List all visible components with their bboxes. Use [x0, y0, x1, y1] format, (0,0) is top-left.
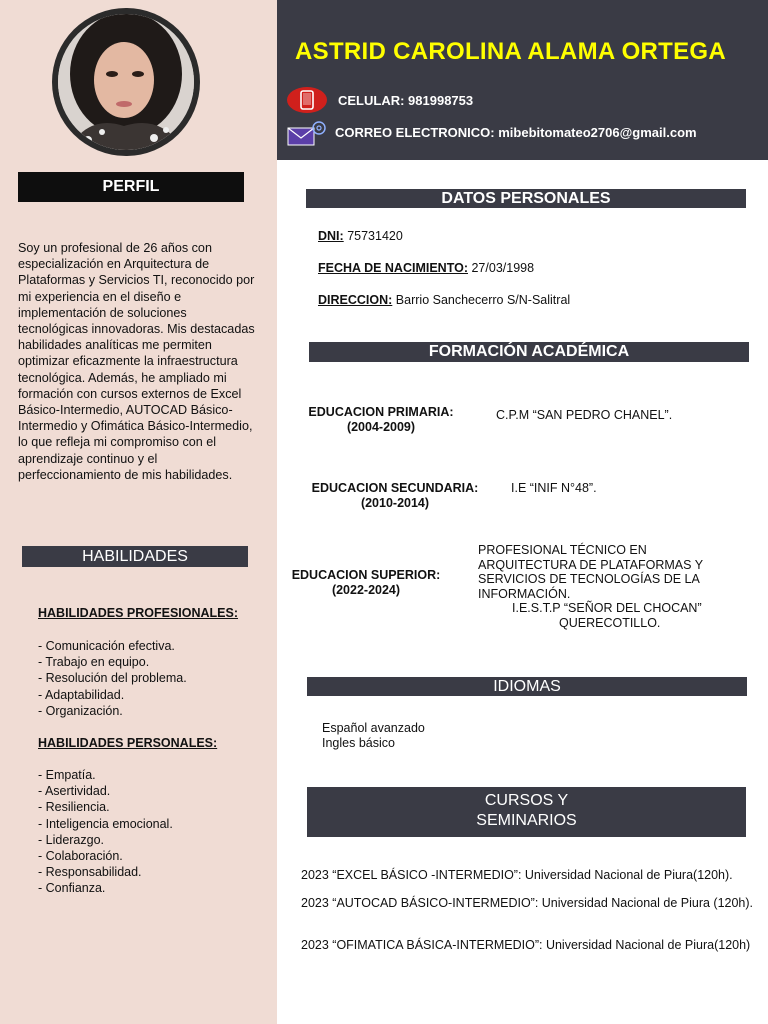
profile-text: Soy un profesional de 26 años con especialización en Arquitectura de Plataformas y Servicios TI, reconocido por mi experiencia en el diseño e implementación de soluciones tecnológicas innovadoras. Mis destacadas habilidades analíticas me permiten optimizar eficazmente la infraestructura tecnológica. Además, he ampliado mi formación con cursos externos de Excel Básico-Intermedio, AUTOCAD Básico-Intermedio y Ofimática Básico-Intermedio, lo que refleja mi compromiso con el aprendizaje continuo y el perfeccionamiento de mis habilidades.: [18, 241, 255, 482]
birthdate-label: FECHA DE NACIMIENTO:: [318, 261, 468, 275]
profile-photo: [58, 14, 194, 150]
superior-line: PROFESIONAL TÉCNICO EN: [478, 543, 647, 557]
secondary-education-label: [302, 481, 488, 511]
superior-line: SERVICIOS DE TECNOLOGÍAS DE LA: [478, 572, 700, 586]
professional-skills-list: [38, 638, 187, 719]
avatar: [52, 8, 200, 156]
personal-data-title: DATOS PERSONALES: [441, 190, 611, 207]
professional-skills-title: HABILIDADES PROFESIONALES:: [38, 606, 239, 620]
email-address: CORREO ELECTRONICO: mibebitomateo2706@gmail.com: [335, 125, 697, 140]
secondary-school: I.E “INIF N°48”.: [511, 481, 597, 495]
list-item: - Responsabilidad.: [38, 865, 142, 880]
primary-years: (2004-2009): [346, 420, 416, 434]
superior-education-label: [285, 568, 447, 598]
dni-field: [318, 229, 403, 243]
dni-value: 75731420: [347, 229, 403, 243]
list-item: - Asertividad.: [38, 784, 111, 799]
superior-line: INFORMACIÓN.: [478, 586, 571, 601]
superior-years: (2022-2024): [331, 583, 401, 597]
list-item: Ingles básico: [322, 735, 395, 750]
list-item: - Colaboración.: [38, 849, 123, 864]
birthdate-value: 27/03/1998: [471, 261, 535, 275]
profile-heading: [18, 172, 244, 202]
superior-line: ARQUITECTURA DE PLATAFORMAS Y: [478, 557, 704, 572]
email-icon: [286, 120, 328, 153]
personal-skills-title: HABILIDADES PERSONALES:: [38, 736, 218, 750]
primary-school: C.P.M “SAN PEDRO CHANEL”.: [496, 408, 673, 422]
list-item: - Resiliencia.: [38, 800, 110, 815]
skills-heading: [22, 546, 248, 567]
education-heading: [309, 342, 749, 362]
list-item: - Empatía.: [38, 768, 96, 782]
dni-label: DNI:: [318, 229, 344, 243]
phone-icon: [286, 86, 328, 119]
address-value: Barrio Sanchecerro S/N-Salitral: [395, 293, 571, 307]
list-item: - Adaptabilidad.: [38, 687, 125, 702]
course-item: 2023 “EXCEL BÁSICO -INTERMEDIO”: Universidad Nacional de Piura(120h).: [301, 868, 733, 882]
superior-label-text: EDUCACION SUPERIOR:: [291, 568, 441, 582]
full-name: ASTRID CAROLINA ALAMA ORTEGA: [295, 38, 727, 65]
superior-school: [478, 543, 748, 630]
birthdate-field: [318, 261, 534, 275]
list-item: - Organización.: [38, 703, 123, 718]
languages-heading: [307, 677, 747, 696]
languages-title: IDIOMAS: [493, 678, 561, 695]
course-item: 2023 “OFIMATICA BÁSICA-INTERMEDIO”: Universidad Nacional de Piura(120h): [301, 938, 751, 952]
course-item: 2023 “AUTOCAD BÁSICO-INTERMEDIO”: Universidad Nacional de Piura (120h).: [301, 896, 754, 910]
profile-title: PERFIL: [102, 178, 160, 195]
courses-title-line2: SEMINARIOS: [476, 812, 577, 829]
secondary-years: (2010-2014): [360, 496, 430, 510]
list-item: - Comunicación efectiva.: [38, 639, 175, 653]
courses-heading: [307, 787, 746, 837]
address-field: [318, 293, 570, 307]
skills-title: HABILIDADES: [82, 548, 188, 565]
list-item: - Confianza.: [38, 881, 106, 896]
phone-number: CELULAR: 981998753: [338, 93, 474, 108]
primary-label-text: EDUCACION PRIMARIA:: [308, 405, 454, 419]
list-item: Español avanzado: [322, 721, 425, 735]
list-item: - Resolución del problema.: [38, 671, 187, 686]
education-title: FORMACIÓN ACADÉMICA: [428, 343, 630, 360]
courses-title-line1: CURSOS Y: [484, 792, 569, 809]
superior-line: QUERECOTILLO.: [559, 615, 661, 630]
address-label: DIRECCION:: [318, 293, 393, 307]
secondary-label-text: EDUCACION SECUNDARIA:: [311, 481, 479, 495]
list-item: - Inteligencia emocional.: [38, 816, 173, 831]
list-item: - Liderazgo.: [38, 832, 105, 847]
superior-line: I.E.S.T.P “SEÑOR DEL CHOCAN”: [512, 601, 702, 615]
personal-skills-list: [38, 767, 173, 897]
list-item: - Trabajo en equipo.: [38, 655, 150, 670]
languages-list: [322, 721, 622, 750]
primary-education-label: [300, 405, 462, 435]
personal-data-heading: [306, 189, 746, 208]
